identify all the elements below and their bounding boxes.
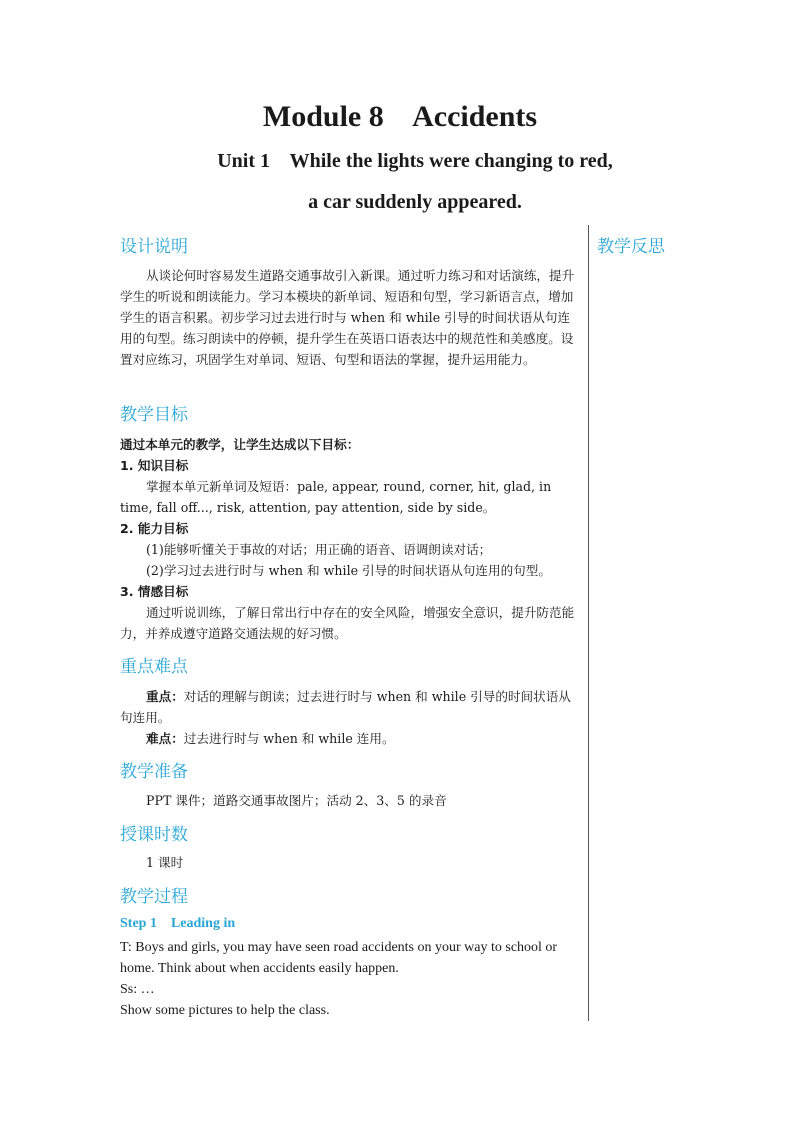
focus-text: 对话的理解与朗读；过去进行时与 when 和 while 引导的时间状语从句连用。 xyxy=(120,689,571,725)
focus-paragraph xyxy=(120,686,582,728)
unit-title-line2: a car suddenly appeared. xyxy=(308,191,522,213)
design-heading: 设计说明 xyxy=(120,237,188,257)
design-text: 从谈论何时容易发生道路交通事故引入新课。通过听力练习和对话演练，提升学生的听说和朗读能力。学习本模块的新单词、短语和句型，学习新语言点，增加学生的语言积累。初步学习过去进行时与 when 和 while 引导的时间状语从句连用的句型。练习朗读中的停顿，提升学生在英语口语表达中的规范性和美感度。设置对应练习，巩固学生对单词、短语、句型和语法的掌握，提升运用能力。 xyxy=(120,268,575,367)
emotion-goal-text: 通过听说训练，了解日常出行中存在的安全风险，增强安全意识，提升防范能力，并养成遵守道路交通法规的好习惯。 xyxy=(120,605,575,641)
ability-goal-title: 2. 能力目标 xyxy=(120,521,189,536)
preparation-text: PPT 课件；道路交通事故图片；活动 2、3、5 的录音 xyxy=(146,793,447,808)
difficulty-text: 过去进行时与 when 和 while 连用。 xyxy=(183,731,395,746)
ability-goal-1: (1)能够听懂关于事故的对话；用正确的语音、语调朗读对话； xyxy=(146,542,492,557)
column-divider xyxy=(588,225,589,1021)
focus-label: 重点： xyxy=(146,689,184,704)
step1-heading: Step 1 Leading in xyxy=(120,916,236,931)
students-line: Ss: … xyxy=(120,982,155,997)
goals-heading: 教学目标 xyxy=(120,405,188,425)
knowledge-goal-text: 掌握本单元新单词及短语：pale, appear, round, corner, hit, glad, in time, fall off..., risk, attention, pay attention, side by side。 xyxy=(120,479,552,515)
process-heading: 教学过程 xyxy=(120,887,188,907)
difficulty-label: 难点： xyxy=(146,731,184,746)
difficulty-paragraph xyxy=(120,728,582,749)
module-title: Module 8 Accidents xyxy=(262,100,538,133)
emotion-goal-title: 3. 情感目标 xyxy=(120,584,189,599)
knowledge-goal-title: 1. 知识目标 xyxy=(120,458,189,473)
goals-intro: 通过本单元的教学，让学生达成以下目标： xyxy=(120,437,360,452)
teacher-line: T: Boys and girls, you may have seen road accidents on your way to school or home. Think about when accidents easily happen. xyxy=(120,940,558,976)
hours-heading: 授课时数 xyxy=(120,825,188,845)
hours-text: 1 课时 xyxy=(146,855,184,870)
preparation-heading: 教学准备 xyxy=(120,762,188,782)
unit-title-line1: Unit 1 While the lights were changing to red, xyxy=(217,150,613,172)
key-points-heading: 重点难点 xyxy=(120,657,188,677)
show-pictures-line: Show some pictures to help the class. xyxy=(120,1003,330,1018)
ability-goal-2: (2)学习过去进行时与 when 和 while 引导的时间状语从句连用的句型。 xyxy=(146,563,551,578)
reflection-heading: 教学反思 xyxy=(597,237,665,257)
